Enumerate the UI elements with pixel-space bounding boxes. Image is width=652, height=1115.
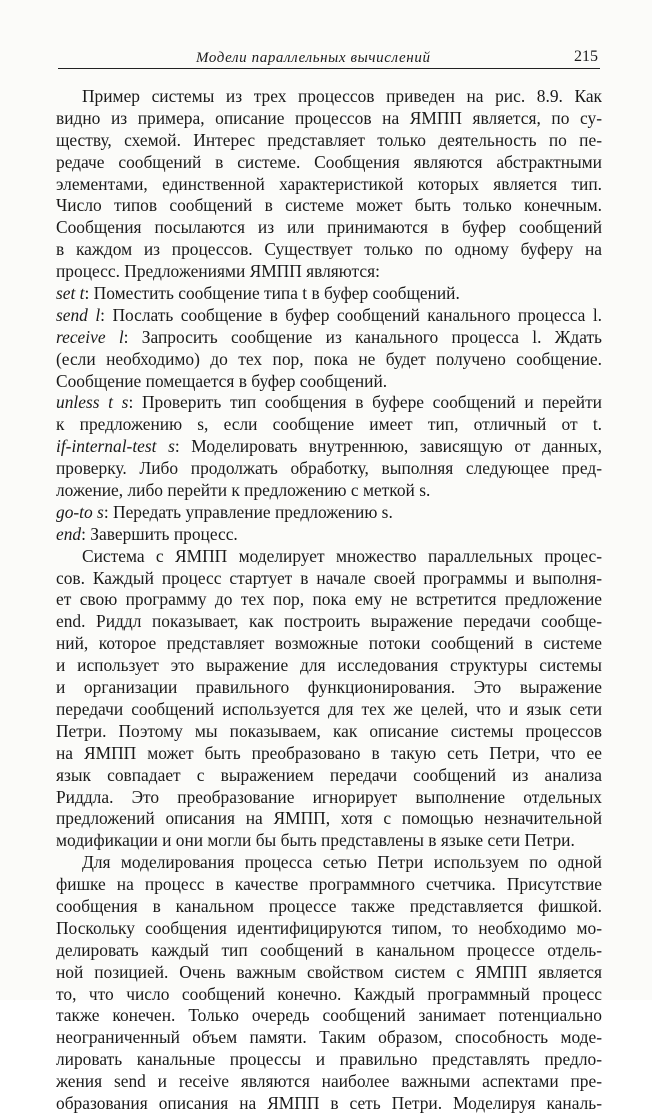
line-text: элементами, единственной характеристикой которых является тип. bbox=[56, 173, 602, 194]
keyword: receive l bbox=[56, 326, 124, 347]
keyword: set t bbox=[56, 283, 85, 304]
line-text: : Поместить сообщение типа t в буфер сообщений. bbox=[84, 283, 460, 304]
text-line bbox=[56, 239, 602, 261]
text-line bbox=[56, 392, 602, 414]
text-line bbox=[56, 1093, 602, 1115]
keyword: send l bbox=[56, 304, 101, 325]
line-text: и организации правильного функционирования. Это выражение bbox=[56, 677, 602, 698]
line-text: Риддла. Это преобразование игнорирует выполнение отдельных bbox=[56, 786, 602, 807]
line-text: фишке на процесс в качестве программного счетчика. Присутствие bbox=[56, 874, 602, 895]
text-line bbox=[56, 568, 602, 590]
text-line bbox=[56, 611, 602, 633]
keyword: if-internal-test s bbox=[56, 436, 175, 457]
text-line bbox=[56, 1071, 602, 1093]
keyword: go-to s bbox=[56, 501, 104, 522]
text-line bbox=[56, 546, 602, 568]
text-line bbox=[56, 852, 602, 874]
text-line bbox=[56, 86, 602, 108]
running-header bbox=[58, 44, 600, 69]
line-text: : Завершить процесс. bbox=[81, 523, 238, 544]
text-line bbox=[56, 1005, 602, 1027]
line-text: лировать канальные процессы и правильно представлять предло- bbox=[56, 1049, 602, 1070]
text-line bbox=[56, 918, 602, 940]
line-text: Пример системы из трех процессов приведен на рис. 8.9. Как bbox=[82, 86, 602, 106]
line-text: ний, которое представляет возможные потоки сообщений в системе bbox=[56, 633, 602, 654]
line-text: end. Риддл показывает, как построить выражение передачи сообще- bbox=[56, 611, 602, 632]
line-text: то, что число сообщений конечно. Каждый программный процесс bbox=[56, 983, 602, 1004]
text-line bbox=[56, 349, 602, 371]
text-line bbox=[56, 633, 602, 655]
line-text: на ЯМПП может быть преобразовано в такую сеть Петри, что ее bbox=[56, 742, 602, 763]
line-text: Система с ЯМПП моделирует множество параллельных процес- bbox=[82, 545, 602, 566]
text-line bbox=[56, 984, 602, 1006]
text-line bbox=[56, 480, 602, 502]
line-text: видно из примера, описание процессов на ЯМПП является, по су- bbox=[56, 107, 602, 128]
text-line bbox=[56, 261, 602, 283]
text-line bbox=[56, 436, 602, 458]
line-text: образования описания на ЯМПП в сеть Петри. Моделируя каналь- bbox=[56, 1092, 602, 1113]
line-text: неограниченный объем памяти. Таким образом, способность моде- bbox=[56, 1027, 602, 1048]
line-text: сообщения в канальном процессе также представляется фишкой. bbox=[56, 895, 602, 916]
line-text: Сообщения посылаются из или принимаются в буфер сообщений bbox=[56, 217, 602, 238]
text-line bbox=[56, 808, 602, 830]
line-text: и использует это выражение для исследования структуры системы bbox=[56, 655, 602, 676]
text-line bbox=[56, 787, 602, 809]
text-line bbox=[56, 721, 602, 743]
text-line bbox=[56, 130, 602, 152]
line-text: Сообщение помещается в буфер сообщений. bbox=[56, 370, 388, 391]
line-text: ложение, либо перейти к предложению с меткой s. bbox=[56, 480, 431, 501]
line-text: : Запросить сообщение из канального процесса l. Ждать bbox=[123, 326, 602, 347]
text-line bbox=[56, 677, 602, 699]
text-line bbox=[56, 414, 602, 436]
line-text: модификации и они могли бы быть представлены в языке сети Петри. bbox=[56, 830, 575, 851]
line-text: проверку. Либо продолжать обработку, выполняя следующее пред- bbox=[56, 458, 602, 479]
line-text: редаче сообщений в системе. Сообщения являются абстрактными bbox=[56, 151, 602, 172]
text-line bbox=[56, 217, 602, 239]
text-line bbox=[56, 458, 602, 480]
text-line bbox=[56, 1049, 602, 1071]
text-line bbox=[56, 699, 602, 721]
keyword: unless t s bbox=[56, 392, 129, 413]
line-text: ет свою программу до тех пор, пока ему не встретится предложение bbox=[56, 589, 602, 610]
body-text bbox=[56, 86, 602, 1115]
line-text: : Проверить тип сообщения в буфере сообщений и перейти bbox=[128, 392, 602, 413]
line-text: делировать каждый тип сообщений в канальном процессе отдель- bbox=[56, 939, 602, 960]
line-text: ной позицией. Очень важным свойством систем с ЯМПП является bbox=[56, 961, 602, 982]
text-line bbox=[56, 589, 602, 611]
line-text: предложений описания на ЯМПП, хотя с помощью незначительной bbox=[56, 808, 602, 829]
line-text: Число типов сообщений в системе может быть только конечным. bbox=[56, 195, 602, 216]
line-text: (если необходимо) до тех пор, пока не будет получено сообщение. bbox=[56, 348, 602, 369]
text-line bbox=[56, 327, 602, 349]
line-text: в каждом из процессов. Существует только по одному буферу на bbox=[56, 239, 602, 260]
text-line bbox=[56, 305, 602, 327]
page-number: 215 bbox=[574, 48, 598, 65]
text-line bbox=[56, 195, 602, 217]
line-text: : Послать сообщение в буфер сообщений канального процесса l. bbox=[100, 304, 602, 325]
text-line bbox=[56, 896, 602, 918]
text-line bbox=[56, 371, 602, 393]
running-title: Модели параллельных вычислений bbox=[196, 50, 431, 66]
text-line bbox=[56, 502, 602, 524]
text-line bbox=[56, 962, 602, 984]
keyword: end bbox=[56, 523, 82, 544]
text-line bbox=[56, 524, 602, 546]
line-text: процесс. Предложениями ЯМПП являются: bbox=[56, 261, 380, 282]
line-text: сов. Каждый процесс стартует в начале своей программы и выполня- bbox=[56, 567, 602, 588]
text-line bbox=[56, 152, 602, 174]
line-text: также конечен. Только очередь сообщений занимает потенциально bbox=[56, 1005, 602, 1026]
line-text: Для моделирования процесса сетью Петри используем по одной bbox=[82, 852, 602, 873]
text-line bbox=[56, 874, 602, 896]
line-text: язык совпадает с выражением передачи сообщений из анализа bbox=[56, 764, 602, 785]
text-line bbox=[56, 655, 602, 677]
line-text: ществу, схемой. Интерес представляет только деятельность по пе- bbox=[56, 129, 602, 150]
line-text: жения send и receive являются наиболее важными аспектами пре- bbox=[56, 1071, 602, 1092]
line-text: : Моделировать внутреннюю, зависящую от данных, bbox=[174, 436, 602, 457]
line-text: : Передать управление предложению s. bbox=[103, 501, 393, 522]
text-line bbox=[56, 940, 602, 962]
text-line bbox=[56, 765, 602, 787]
text-line bbox=[56, 830, 602, 852]
line-text: передачи сообщений используется для тех же целей, что и язык сети bbox=[56, 698, 602, 719]
line-text: Поскольку сообщения идентифицируются типом, то необходимо мо- bbox=[56, 917, 602, 938]
text-line bbox=[56, 108, 602, 130]
text-line bbox=[56, 743, 602, 765]
text-line bbox=[56, 283, 602, 305]
text-line bbox=[56, 1027, 602, 1049]
text-line bbox=[56, 174, 602, 196]
line-text: Петри. Поэтому мы показываем, как описание системы процессов bbox=[56, 720, 602, 741]
line-text: к предложению s, если сообщение имеет тип, отличный от t. bbox=[56, 414, 602, 435]
